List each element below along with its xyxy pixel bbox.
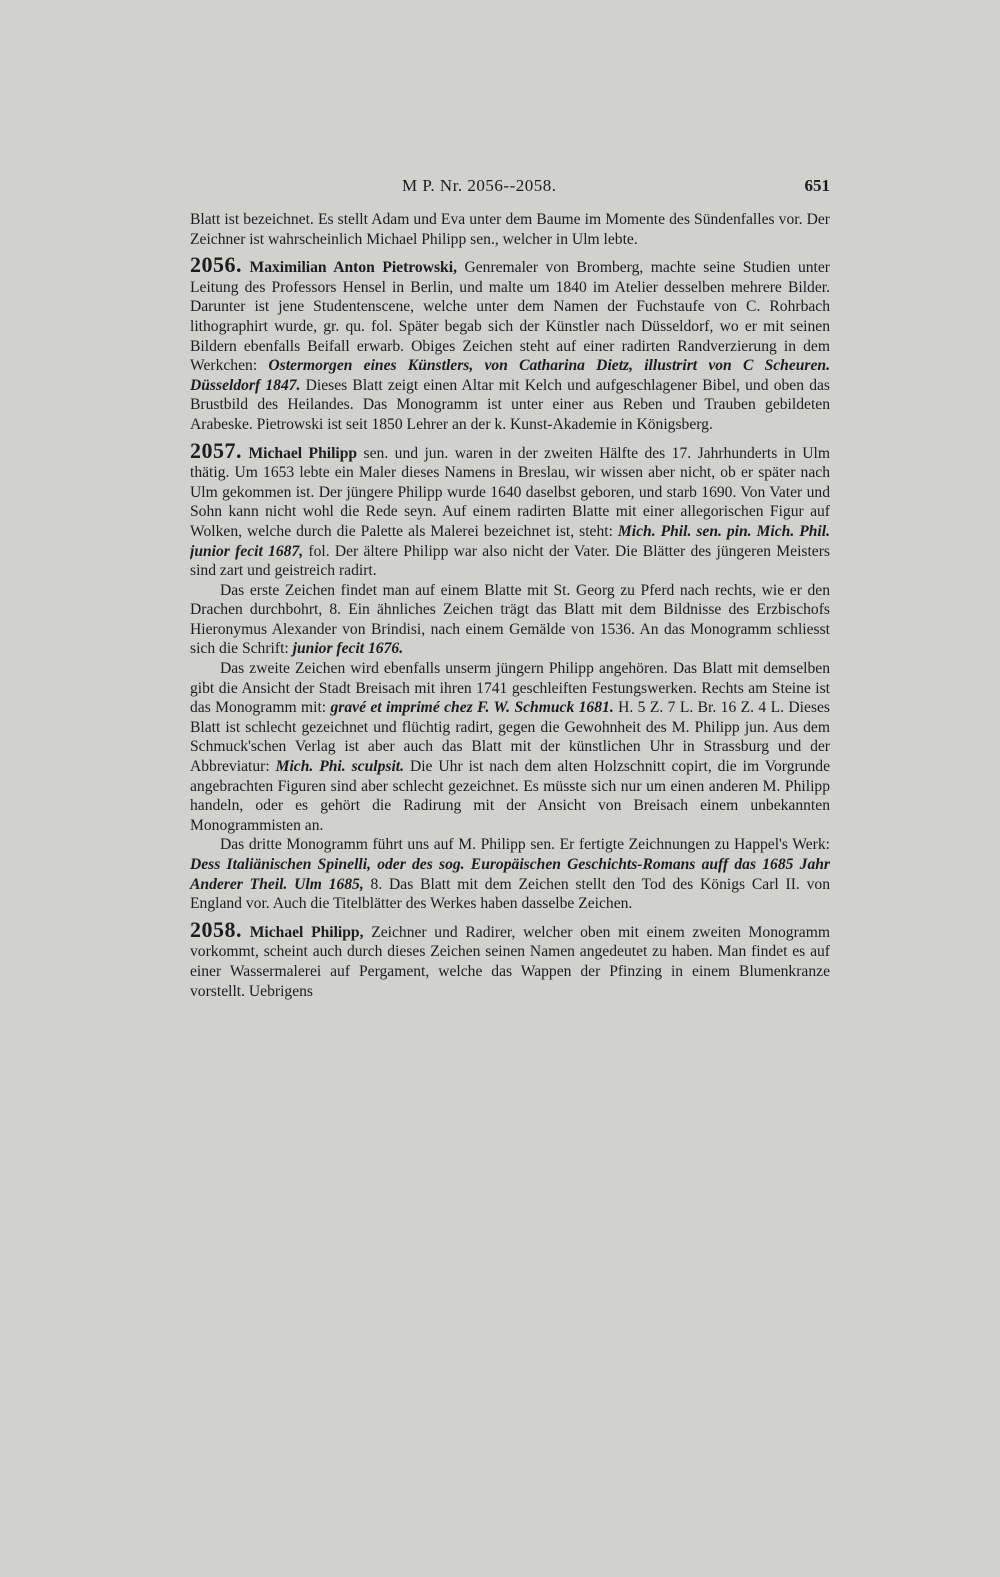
inscription: Mich. Phil. sen. pin. Mich. Phil. junior fecit 1687, <box>190 522 830 560</box>
page-header <box>190 176 830 200</box>
paragraph-text: Die Uhr ist nach dem alten Holzschnitt copirt, die im Vorgrunde angebrachten Figuren sind aber schlecht gezeichnet. Es müsste sich nur um einen anderen M. Philipp handeln, oder es gehört die Radirung mit der Ansicht von Breisach einem unbekannten Monogrammisten an. <box>190 758 830 834</box>
entry-number: 2058. <box>190 919 242 942</box>
artist-name: Michael Philipp <box>248 444 358 462</box>
artist-name: Maximilian Anton Pietrowski, <box>249 259 457 277</box>
paragraph <box>190 659 830 835</box>
paragraph-text: Das zweite Zeichen wird ebenfalls unserm jüngern Philipp angehören. Das Blatt mit demselben gibt die Ansicht der Stadt Breisach mit ihren 1741 geschleiften Festungswerken. Rechts am Steine ist das Monogramm mit: <box>190 660 830 717</box>
entry-2057 <box>190 441 830 581</box>
paragraph <box>190 835 830 913</box>
text-block <box>190 210 830 1001</box>
entry-2056 <box>190 255 830 434</box>
paragraph-text: 8. Das Blatt mit dem Zeichen stellt den Tod des Königs Carl II. von England vor. Auch die Titelblätter des Werkes haben dasselbe Zeichen. <box>190 875 830 913</box>
book-title: Dess Italiänischen Spinelli, oder des sog. Europäischen Geschichts-Romans auff das 1685 Jahr Anderer Theil. Ulm 1685, <box>190 856 830 893</box>
entry-number: 2056. <box>190 255 242 278</box>
paragraph-text: Das erste Zeichen findet man auf einem Blatte mit St. Georg zu Pferd nach rechts, wie er den Drachen durchbohrt, 8. Ein ähnliches Zeichen trägt das Blatt mit dem Bildnisse des Erzbischofs Hieronymus Alexander von Brindisi, nach einem Gemälde von 1536. An das Monogramm schliesst sich die Schrift: <box>190 581 830 658</box>
page-number: 651 <box>804 176 830 195</box>
entry-body: Zeichner und Radirer, welcher oben mit einem zweiten Monogramm vorkommt, scheint auch durch dieses Zeichen seinen Namen angedeutet zu haben. Man findet es auf einer Wassermalerei auf Pergament, welche das Wappen der Pfinzing in einem Blumenkranze vorstellt. Uebrigens <box>190 923 830 1000</box>
inscription: gravé et imprimé chez F. W. Schmuck 1681. <box>330 699 614 717</box>
artist-name: Michael Philipp, <box>249 923 364 941</box>
intro-paragraph: Blatt ist bezeichnet. Es stellt Adam und Eva unter dem Baume im Momente des Sündenfalles vor. Der Zeichner ist wahrscheinlich Michael Philipp sen., welcher in Ulm lebte. <box>190 211 830 248</box>
paragraph-text: H. 5 Z. 7 L. Br. 16 Z. 4 L. Dieses Blatt ist schlecht gezeichnet und flüchtig radirt, gegen die Gewohnheit des M. Philipp jun. Aus dem Schmuck'schen Verlag ist aber auch das Blatt mit der künstlichen Uhr in Strassburg und der Abbreviatur: <box>190 699 830 776</box>
entry-body: Genremaler von Bromberg, machte seine Studien unter Leitung des Professors Hensel in Berlin, und malte um 1840 im Atelier desselben mehrere Bilder. Darunter ist jene Studentenscene, welche unter dem Namen der Fuchstaufe von C. Rohrbach lithographirt wurde, gr. qu. fol. Später begab sich der Künstler nach Düsseldorf, wo er mit seinen Bildern ebenfalls Beifall erwarb. Obiges Zeichen steht auf einer radirten Randverzierung in dem Werkchen: <box>190 259 830 375</box>
running-head: M P. Nr. 2056--2058. <box>402 176 557 195</box>
entry-body: sen. und jun. waren in der zweiten Hälfte des 17. Jahrhunderts in Ulm thätig. Um 1653 lebte ein Maler dieses Namens in Breslau, wir wissen aber nicht, ob er später nach Ulm gekommen ist. Der jüngere Philipp wurde 1640 daselbst geboren, und starb 1690. Von Vater und Sohn kann nicht wohl die Rede seyn. Auf einem radirten Blatte mit einer allegorischen Figur auf Wolken, welche durch die Palette als Malerei bezeichnet ist, steht: <box>190 444 830 540</box>
entry-number: 2057. <box>190 440 242 463</box>
paragraph-text: Das dritte Monogramm führt uns auf M. Philipp sen. Er fertigte Zeichnungen zu Happel's Werk: <box>220 836 830 854</box>
entry-2058 <box>190 920 830 1001</box>
inscription: junior fecit 1676. <box>292 640 404 658</box>
entry-body: Dieses Blatt zeigt einen Altar mit Kelch und aufgeschlagener Bibel, und oben das Brustbild des Heilandes. Das Monogramm ist unter einer aus Reben und Trauben gebildeten Arabeske. Pietrowski ist seit 1850 Lehrer an der k. Kunst-Akademie in Königsberg. <box>190 376 830 433</box>
entry-body: fol. Der ältere Philipp war also nicht der Vater. Die Blätter des jüngeren Meisters sind zart und geistreich radirt. <box>190 542 830 580</box>
inscription: Mich. Phi. sculpsit. <box>275 758 405 776</box>
paragraph <box>190 581 830 659</box>
book-title: Ostermorgen eines Künstlers, von Catharina Dietz, illustrirt von C Scheuren. Düsseldorf 1847. <box>190 357 830 394</box>
